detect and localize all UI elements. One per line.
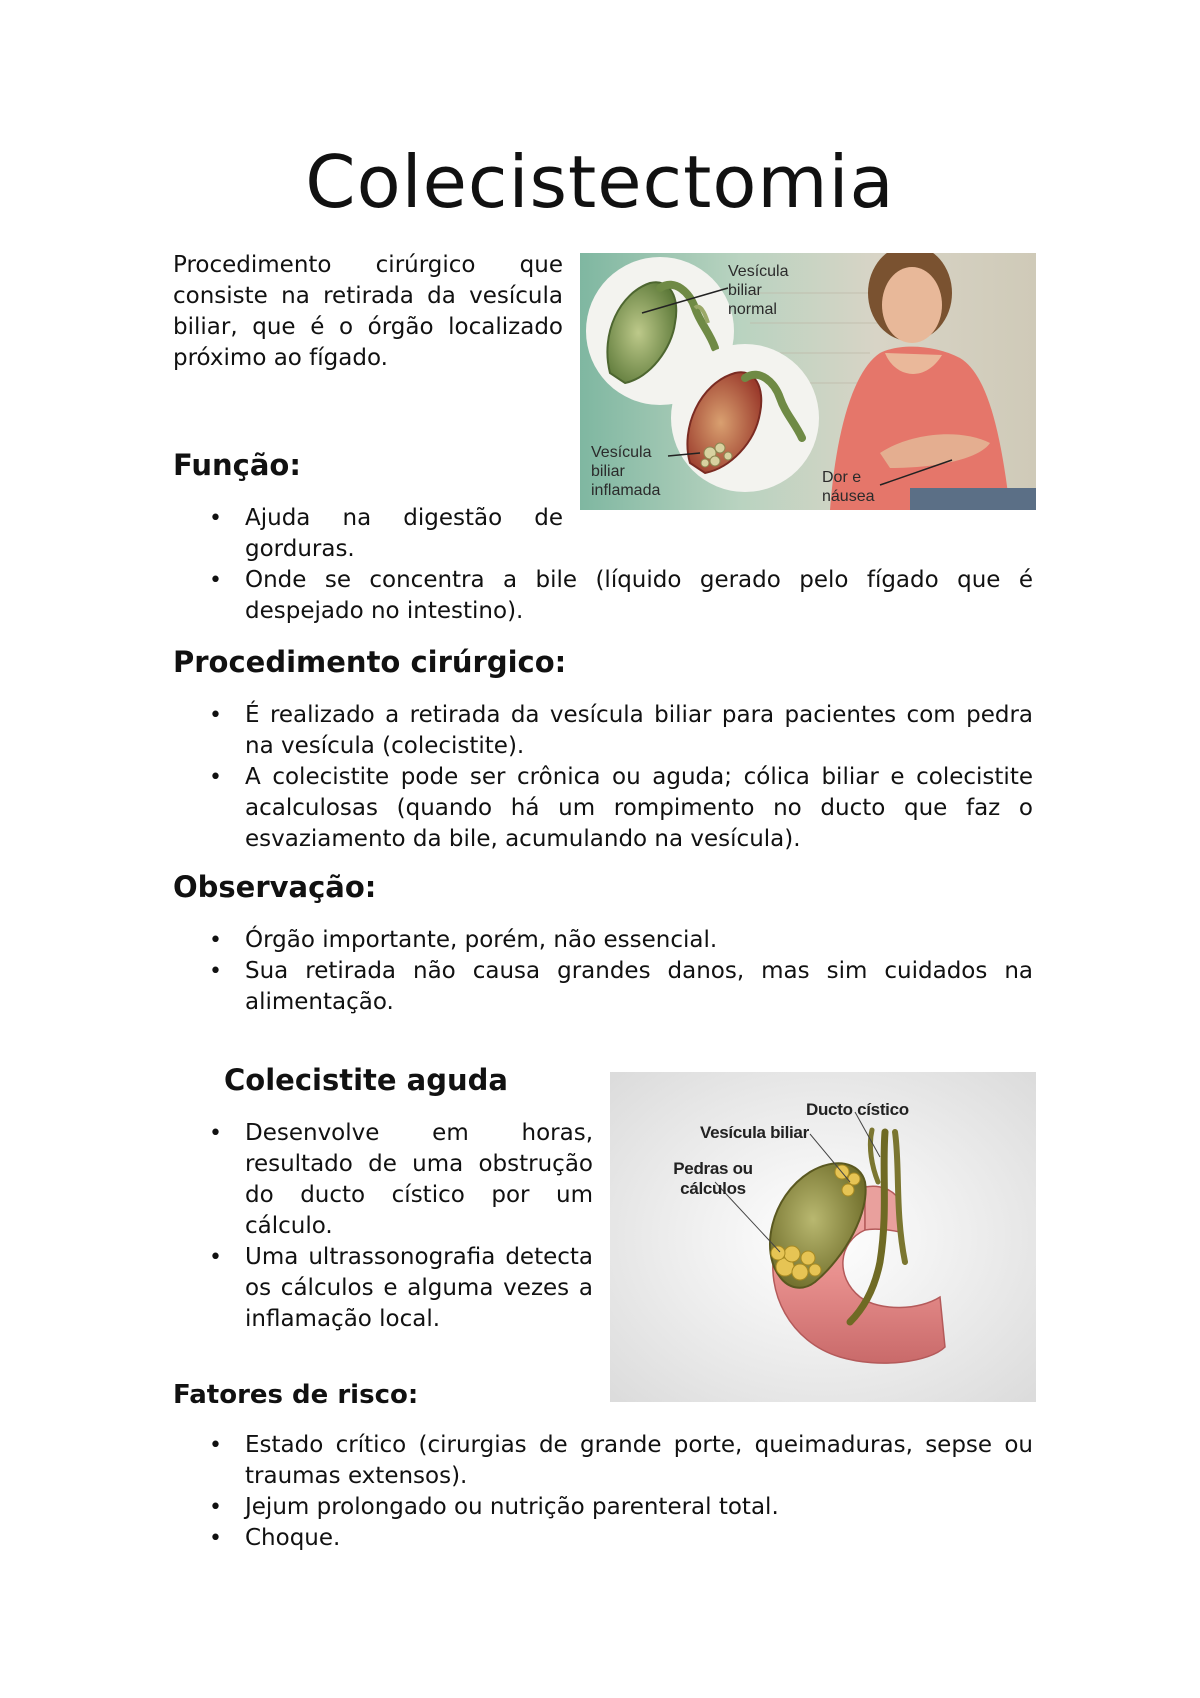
intro-paragraph: Procedimento cirúrgico que consiste na retirada da vesícula biliar, que é o órgão localizado próximo ao fígado. — [173, 252, 563, 371]
list-colecistite-aguda — [173, 1118, 593, 1335]
list-item: • A colecistite pode ser crônica ou aguda; cólica biliar e colecistite acalculosas (quando há um rompimento no ducto que faz o esvaziamento da bile, acumulando na vesícula). — [173, 762, 1033, 855]
list-item: • Ajuda na digestão de gorduras. — [173, 503, 563, 565]
heading-procedimento: Procedimento cirúrgico: — [173, 645, 567, 679]
list-item: • Onde se concentra a bile (líquido gerado pelo fígado que é despejado no intestino). — [173, 565, 1033, 627]
list-item: • Jejum prolongado ou nutrição parenteral total. — [173, 1492, 1033, 1523]
list-fatores-risco — [173, 1430, 1033, 1554]
list-item: • Sua retirada não causa grandes danos, mas sim cuidados na alimentação. — [173, 956, 1033, 1018]
list-item: • Desenvolve em horas, resultado de uma obstrução do ducto cístico por um cálculo. — [173, 1118, 593, 1242]
list-funcao — [173, 503, 1033, 627]
list-procedimento — [173, 700, 1033, 855]
label-vesicula-normal: Vesícula biliar normal — [728, 263, 789, 318]
gallbladder-stones-illustration — [610, 1072, 1036, 1402]
label-vesicula-inflamada: Vesícula biliar inflamada — [591, 444, 661, 499]
heading-observacao: Observação: — [173, 870, 377, 904]
list-item: • Órgão importante, porém, não essencial. — [173, 925, 1033, 956]
gallbladder-pain-illustration — [580, 253, 1036, 510]
heading-funcao: Função: — [173, 448, 301, 482]
gallbladder-stones-graphic — [610, 1072, 1036, 1402]
list-item: • Choque. — [173, 1523, 1033, 1554]
heading-colecistite-aguda: Colecistite aguda — [224, 1063, 508, 1097]
list-item: • É realizado a retirada da vesícula biliar para pacientes com pedra na vesícula (colecistite). — [173, 700, 1033, 762]
label-ducto-cistico: Ducto cístico — [806, 1100, 909, 1119]
page-title: Colecistectomia — [305, 140, 895, 224]
list-observacao — [173, 925, 1033, 1018]
label-vesicula-biliar: Vesícula biliar — [700, 1123, 809, 1142]
label-pedras-calculos: Pedras ou cálculos — [673, 1159, 753, 1198]
heading-fatores-risco: Fatores de risco: — [173, 1380, 419, 1410]
list-item: • Estado crítico (cirurgias de grande porte, queimaduras, sepse ou traumas extensos). — [173, 1430, 1033, 1492]
list-item: • Uma ultrassonografia detecta os cálculos e alguma vezes a inflamação local. — [173, 1242, 593, 1335]
label-dor-nausea: Dor e náusea — [822, 469, 875, 505]
